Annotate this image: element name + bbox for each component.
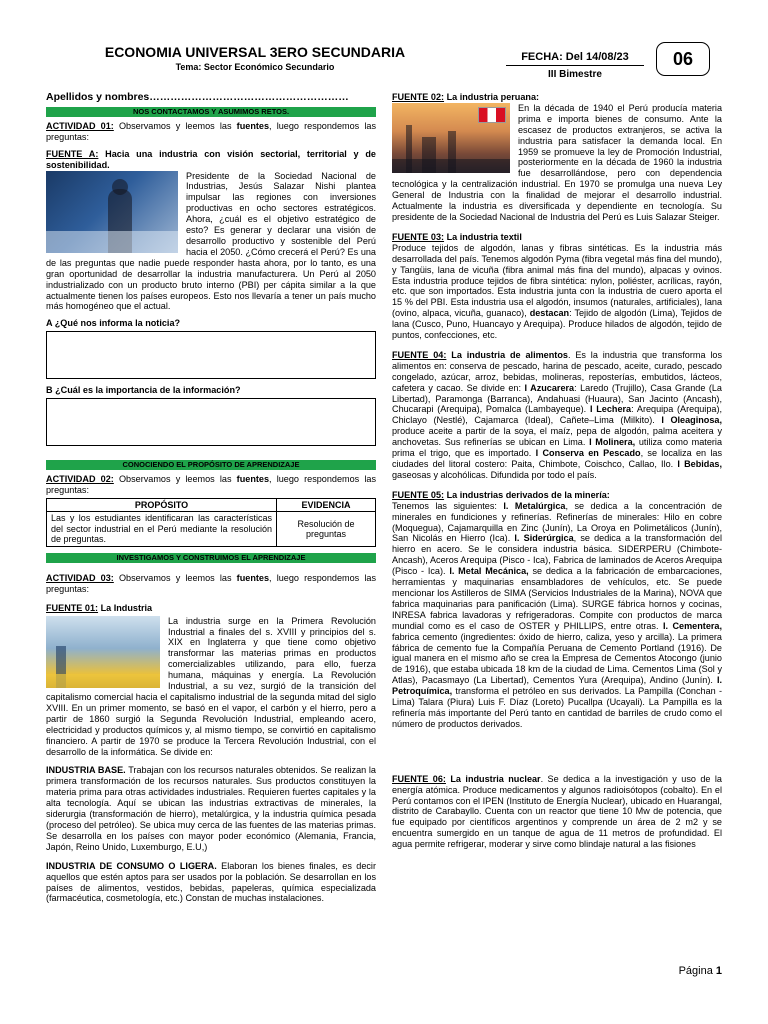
question-a: A ¿Qué nos informa la noticia? [46,318,181,329]
activity-02: ACTIVIDAD 02: Observamos y leemos las fuentes, luego respondemos las preguntas: [46,474,376,496]
answer-box-a[interactable] [46,331,376,379]
source-02-heading: FUENTE 02: La industria peruana: [392,92,540,102]
purpose-table [46,498,376,547]
factory-photo-icon [46,616,160,688]
right-column [392,92,722,850]
source-03-heading: FUENTE 03: La industria textil [392,231,522,242]
session-number-badge: 06 [656,42,710,76]
name-field-label[interactable]: Apellidos y nombres………………………………………………… [46,91,349,103]
table-header-proposito: PROPÓSITO [47,498,277,512]
source-05-body: Tenemos las siguientes: I. Metalúrgica, se dedica a la concentración de minerales en fundiciones y refinerías. Refinerías de minerales: Hilo en cobre (Moquegua), Cajamarquilla en Zinc (Junín), La Oroya en Polimetálicos (Junín), San Nicolás en Hierro (Ica). I. Siderúrgica, se dedica a la transformación del hierro en acero. Se le considera industria básica. SIDERPERU (Chimbote- Ancash), Aceros Arequipa (Pisco - Ica), Fabrica de laminados de Aceros Arequipa (Pisco - Ica). I. Metal Mecánica, se dedica a la fabricación de embarcaciones, herramientas y maquinarias ensambladores de vehículos, etc. Se puede mencionar los Astilleros de SIMA (Servicios Industriales de la Marina), NOVA que fabrica maquinarias para panificación (Lima). SURGE fábrica hornos y cocinas, INRESA fabrica lavadoras y refrigeradoras. Compite con productos de marca mundial como es el caso de OSTER y PHILLIPS, entre otras. I. Cementera, fabrica cemento (ingredientes: óxido de hierro, caliza, yeso y arcilla). La primera fábrica de cemento fue la Compañía Peruana de Cemento Portland (1916). De igual manera en el mismo año se crea la Empresa de Cementos Atocongo (junio de 1916), que estaba ubicada 18 km de la ciudad de Lima. Cementos Lima (Sol y Atlas), Pacasmayo (La Libertad), Cementos Yura (Arequipa), Andino (Junín). I. Petroquímica, transforma el petróleo en sus derivados. La Pampilla (Conchan - Lima) Talara (Piura) Luis F. Díaz (Loreto) Pucallpa (Ucayali). La Pampilla es la refinería más importante del Perú tanto en cantidad de barriles de crudo como el número de productos derivados. [392,500,723,729]
source-01-heading: FUENTE 01: La Industria [46,602,153,613]
date-label: FECHA: Del 14/08/23 [521,51,629,63]
answer-box-b[interactable] [46,398,376,446]
table-cell-evidencia: Resolución de preguntas [277,512,376,547]
section-bar-retos: NOS CONTACTAMOS Y ASUMIMOS RETOS. [46,107,376,117]
table-header-evidencia: EVIDENCIA [277,498,376,512]
document-subtitle: Tema: Sector Económico Secundario [175,62,335,72]
question-b: B ¿Cuál es la importancia de la información? [46,385,241,396]
header-divider [506,65,644,66]
source-01-body: La industria surge en la Primera Revolución Industrial a finales del s. XVIII y principios del s. XIX en Inglaterra y que tiene como objetivo transformar las materias primas en productos comercializables utilizando, para ello, fuerza humana, máquinas y energía. La Revolución Industrial, a su vez, surgió de la transición del capitalismo comercial hacia el capitalismo industrial de la segunda mitad del siglo XVIII. En un primer momento, se basó en el vapor, el carbón y el hierro, pero a partir de 1860 surgió la Segunda Revolución Industrial, empleando acero, electricidad y productos químicos y, al mismo tiempo, se convirtió en capitalismo financiero. A partir de 1970 se produce la Tercera Revolución Industrial, con el desarrollo de la informática. Se divide en: [46,615,376,757]
source-a-heading: FUENTE A: Hacia una industria con visión sectorial, territorial y de sostenibilidad. [46,148,376,170]
source-03-body: Produce tejidos de algodón, lanas y fibras sintéticas. Es la industria más desarrollada del país. Tenemos algodón Pyma (fibra vegetal más fina del mundo), y Tangüis, lana de vicuña (fibra animal más fina del mundo), alpacas y ovinos. Esta industria produce tejidos de fibra sintética: nylon, poliéster, acrílicas, rayón, etc. que son importados. Esta industria junta con la industria de cuero aporta el 15 % del PBI. Esta industria usa el algodón, insumos (naturales, artificiales), lana (ovino, alpaca, vicuña, guanaco), destacan: Tejido de algodón (Lima), Tejidos de lana (Cusco, Puno, Huancayo y Arequipa). Produce hilados de algodón, tejido de puntos, confecciones, etc. [392,242,722,341]
industria-base: INDUSTRIA BASE. Trabajan con los recursos naturales obtenidos. Se realizan la primera transformación de los recursos naturales. Sus productos constituyen la materia prima para otras actividades industriales. Requieren fuertes capitales y la alta tecnología. Aquí se ubican las industrias extractivas de minerales, la siderurgia (transformación de hierro), metalúrgica, y la industria química pesada (proceso del petróleo). Se ubica muy cerca de las fuentes de las materias primas. Se desarrolla en los países con mayor poder económico (Alemania, Francia, Japón, Reino Unido, Luxemburgo, E.U,) [46,765,376,852]
source-02-body: En la década de 1940 el Perú producía materia prima e importa bienes de consumo. Ante la escasez de productos extranjeros, se activa la industria para satisfacer la demanda local. En 1959 se promueve la ley de Promoción Industrial, posteriormente en la década de 1960 la industria fue desarrollándose, pero con dependencia tecnológica y la centralización industrial. En 1970 se promulga una nueva Ley General de Industria con la finalidad de mejorar el desarrollo industrial. Actualmente la industria es diversificada y dependiente en tecnología. Su presidente de la Sociedad Nacional de Industria del Perú es Luis Salazar Steiger. [392,102,722,222]
table-cell-proposito: Las y los estudiantes identificaran las características del sector industrial en el Perú mediante la resolución de preguntas. [47,512,277,547]
left-column [46,92,376,904]
refinery-photo-icon [392,103,510,173]
activity-01: ACTIVIDAD 01: Observamos y leemos las fuentes, luego respondemos las preguntas: [46,120,376,142]
document-title: ECONOMIA UNIVERSAL 3ERO SECUNDARIA [104,44,406,60]
source-a-body: Presidente de la Sociedad Nacional de Industrias, Jesús Salazar Nishi plantea impulsar las regiones con inversiones productivas en ocho sectores estratégicos. Ahora, ¿cuál es el objetivo estratégico de esto? Es generar y declarar una visión de desarrollo productivo y sostenible del Perú hacia el 2050. ¿Cómo crecerá el Perú? Es una de las preguntas que nadie puede responder hasta ahora, por lo tanto, es una gran oportunidad de desarrollar la industria manufacturera. Un Perú al 2050 industrializado con un producto bruto interno (PBI) per cápita similar a la que actualmente tienen los países europeos. Esto nos llevaría a tener un país mucho más homogéneo que el actual. [46,170,376,312]
bimester-label: III Bimestre [548,69,602,80]
source-06-body: FUENTE 06: La industria nuclear. Se dedica a la investigación y uso de la energía atómica. Produce medicamentos y algunos radioisótopos (cobalto). En el Perú contamos con el IPEN (Instituto de Energía Nuclear), ubicado en Huarangal, distrito de Carabayllo. Cuenta con un reactor que tiene 10 Mw de potencia, que fue equipado por científicos argentinos y comprende un área de 2 m2 y se encuentra sumergido en un tanque de agua de 11 metros de profundidad. El agua permite refrigerar, moderar y sirve como blindaje natural a las fisiones [392,773,722,850]
conference-photo-icon [46,171,178,253]
source-05-heading: FUENTE 05: La industrias derivados de la minería: [392,489,610,500]
peru-flag-icon [478,107,506,123]
page-number: Página 1 [678,965,722,977]
source-04-body: FUENTE 04: La industria de alimentos. Es la industria que transforma los alimentos en: conserva de pescado, harina de pescado, aceite, curado, pescado congelado, azúcar, arroz, bebidas, molineras, reposterías, embutidos, lácteos, cafetera y cacao. Se divide en: I Azucarera: Laredo (Trujillo), Casa Grande (La Libertad), Paramonga (Barranca), Andahuasi (Huaura), San Jacinto (Ancash), Chucarapi (Arequipa), Pomalca (Lambayeque). I Lechera: Arequipa (Arequipa), Chiclayo (Nestlé), Cajamarca (Ideal), Cañete–Lima (Milkito). I Oleaginosa, produce aceite a partir de la soya, el maíz, pepa de algodón, palma aceitera y anchovetas. Sus refinerías se ubican en Lima. I Molinera, utiliza como materia prima el trigo, que es importado. I Conserva en Pescado, se localiza en las ciudades del litoral costero: Paita, Chimbote, Coischco, Callao, Ilo. I Bebidas, gaseosas y alcohólicas. Difundida por todo el país. [392,349,723,480]
section-bar-proposito: CONOCIENDO EL PROPÓSITO DE APRENDIZAJE [46,460,376,470]
industria-consumo: INDUSTRIA DE CONSUMO O LIGERA. Elaboran los bienes finales, es decir aquellos que estén aptos para ser usados por la población. Se desarrollan en los países de alimentos, vestidos, bebidas, papeleras, química especializada (farmacéutica, cosmetología, etc.) Constan de muchas instalaciones. [46,860,376,904]
activity-03: ACTIVIDAD 03: Observamos y leemos las fuentes, luego respondemos las preguntas: [46,572,376,594]
section-bar-investigamos: INVESTIGAMOS Y CONSTRUIMOS EL APRENDIZAJE [46,553,376,563]
